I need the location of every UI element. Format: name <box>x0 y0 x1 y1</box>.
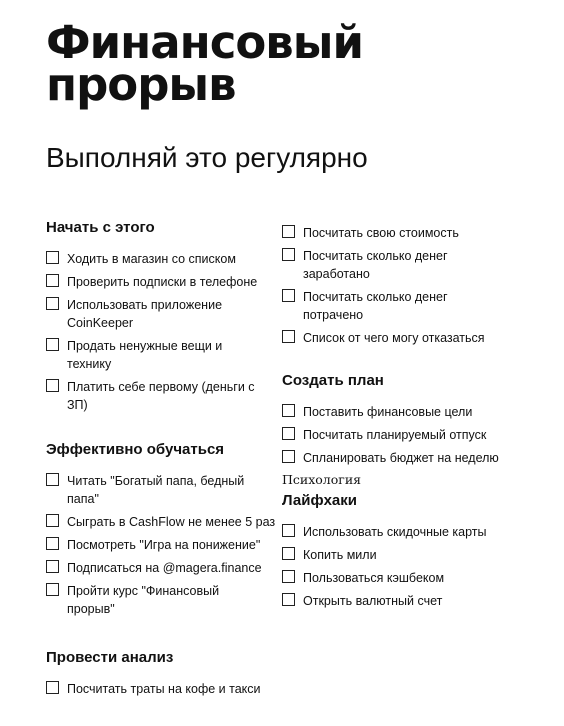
checklist-item[interactable] <box>282 288 522 324</box>
checklist-item[interactable] <box>46 296 286 332</box>
checklist-item[interactable] <box>282 247 522 283</box>
left-column <box>46 218 286 698</box>
checklist-item-label: Список от чего могу отказаться <box>303 331 485 345</box>
checklist-item[interactable] <box>46 559 286 577</box>
page-subtitle: Выполняй это регулярно <box>46 142 368 173</box>
checklist-item-label: Посчитать свою стоимость <box>303 226 459 240</box>
checklist-learn <box>46 472 286 618</box>
checkbox[interactable] <box>46 583 59 596</box>
checkbox[interactable] <box>282 593 295 606</box>
checkbox[interactable] <box>282 570 295 583</box>
checklist-item[interactable] <box>46 536 286 554</box>
checklist-item[interactable] <box>282 569 522 587</box>
checklist-item[interactable] <box>46 582 286 618</box>
checklist-plan <box>282 403 522 467</box>
checklist-item[interactable] <box>46 337 286 373</box>
checklist-item-label: Сыграть в CashFlow не менее 5 раз <box>67 515 276 529</box>
section-title-start: Начать с этого <box>46 219 155 236</box>
checklist-item-label: Поставить финансовые цели <box>303 405 473 419</box>
checklist-item[interactable] <box>282 403 522 421</box>
checklist-item-label: Ходить в магазин со списком <box>67 252 236 266</box>
checkbox[interactable] <box>282 450 295 463</box>
section-title-plan: Создать план <box>282 372 384 389</box>
checkbox[interactable] <box>282 524 295 537</box>
checklist-item[interactable] <box>282 546 522 564</box>
checklist-item[interactable] <box>282 426 522 444</box>
checklist-item-label: Посчитать планируемый отпуск <box>303 428 487 442</box>
checklist-item-label: Пройти курс "Финансовый прорыв" <box>67 584 220 616</box>
checklist-item-label: Посчитать траты на кофе и такси <box>67 682 261 696</box>
checkbox[interactable] <box>46 681 59 694</box>
title-line-2: прорыв <box>46 58 236 111</box>
checklist-item[interactable] <box>46 472 286 508</box>
brand-logo: Психология <box>282 472 362 487</box>
checkbox[interactable] <box>46 473 59 486</box>
checklist-item[interactable] <box>282 523 522 541</box>
checkbox[interactable] <box>46 560 59 573</box>
checkbox[interactable] <box>282 427 295 440</box>
checkbox[interactable] <box>46 297 59 310</box>
right-column <box>282 224 522 610</box>
checklist-analysis-right <box>282 224 522 347</box>
checklist-item[interactable] <box>46 378 286 414</box>
checklist-hacks <box>282 523 522 610</box>
checklist-item[interactable] <box>282 449 522 467</box>
checklist-item[interactable] <box>46 513 286 531</box>
page-title <box>46 16 466 111</box>
title-line-1: Финансовый <box>46 16 363 69</box>
checklist-item-label: Открыть валютный счет <box>303 594 443 608</box>
checklist-item-label: Спланировать бюджет на неделю <box>303 451 499 465</box>
checkbox[interactable] <box>282 330 295 343</box>
checkbox[interactable] <box>46 274 59 287</box>
section-title-learn: Эффективно обучаться <box>46 441 225 458</box>
checklist-item-label: Пользоваться кэшбеком <box>303 571 445 585</box>
section-title-analysis: Провести анализ <box>46 649 174 666</box>
section-title-hacks: Лайфхаки <box>282 492 357 509</box>
checkbox[interactable] <box>282 289 295 302</box>
checklist-start <box>46 250 286 414</box>
checklist-item-label: Платить себе первому (деньги с ЗП) <box>67 380 255 412</box>
checklist-item-label: Использовать скидочные карты <box>303 525 487 539</box>
checklist-item-label: Проверить подписки в телефоне <box>67 275 258 289</box>
checklist-analysis-left <box>46 680 286 698</box>
checkbox[interactable] <box>46 537 59 550</box>
checkbox[interactable] <box>46 514 59 527</box>
checklist-item-label: Продать ненужные вещи и технику <box>67 339 223 371</box>
checklist-item-label: Копить мили <box>303 548 377 562</box>
checklist-item[interactable] <box>46 250 286 268</box>
checklist-item-label: Посчитать сколько денег потрачено <box>303 290 448 322</box>
checklist-item-label: Посмотреть "Игра на понижение" <box>67 538 261 552</box>
checklist-item-label: Подписаться на @magera.finance <box>67 561 262 575</box>
checklist-item[interactable] <box>282 224 522 242</box>
checkbox[interactable] <box>46 379 59 392</box>
checklist-item[interactable] <box>282 329 522 347</box>
checkbox[interactable] <box>282 248 295 261</box>
checkbox[interactable] <box>46 338 59 351</box>
checklist-item-label: Посчитать сколько денег заработано <box>303 249 448 281</box>
checklist-item[interactable] <box>46 680 286 698</box>
checkbox[interactable] <box>282 404 295 417</box>
checklist-item-label: Использовать приложение CoinKeeper <box>67 298 223 330</box>
checklist-item[interactable] <box>282 592 522 610</box>
checklist-item-label: Читать "Богатый папа, бедный папа" <box>67 474 245 506</box>
checkbox[interactable] <box>282 225 295 238</box>
checkbox[interactable] <box>282 547 295 560</box>
checklist-item[interactable] <box>46 273 286 291</box>
checkbox[interactable] <box>46 251 59 264</box>
